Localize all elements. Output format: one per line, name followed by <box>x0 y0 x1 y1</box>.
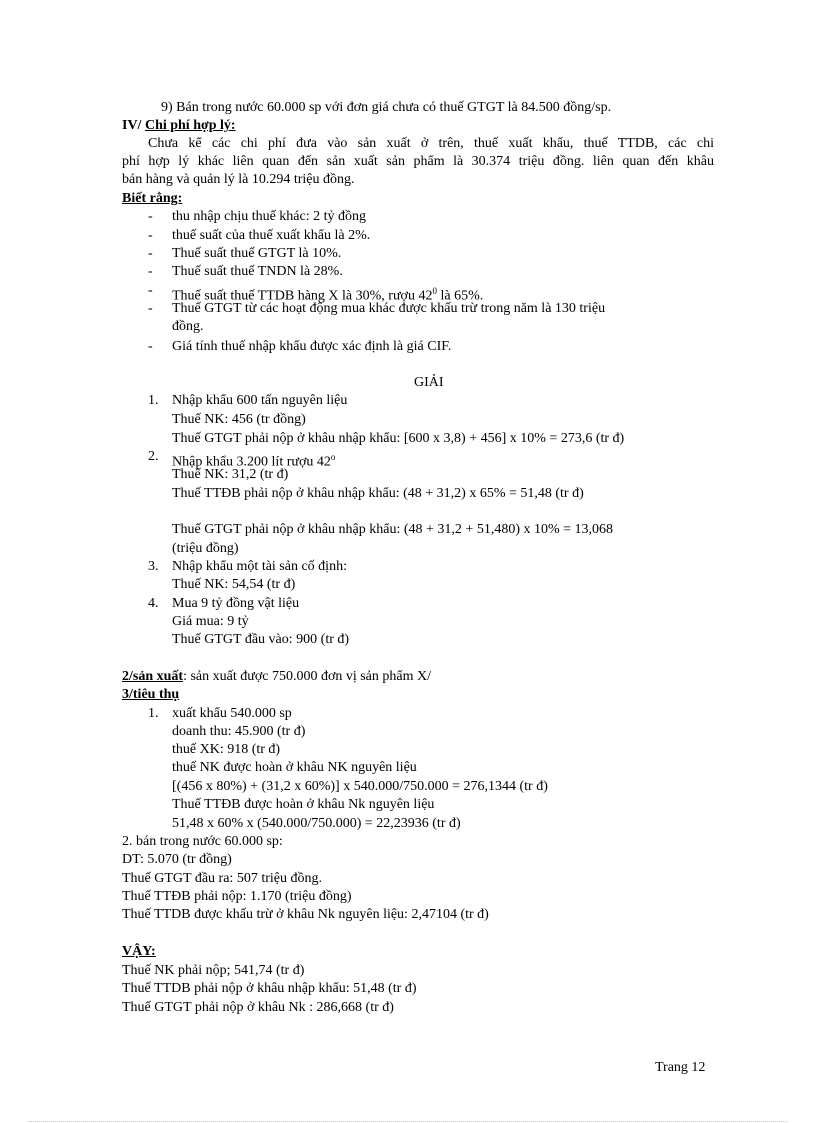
production-text: : sản xuất được 750.000 đơn vị sản phẩm X/ <box>183 669 431 684</box>
known-heading: Biết rằng: <box>122 191 183 206</box>
step-number: 1. <box>148 706 159 721</box>
known-item-tail: là 65%. <box>436 288 484 304</box>
production-label: 2/sản xuất <box>122 669 184 684</box>
bullet: - <box>148 264 153 279</box>
known-item: thu nhập chịu thuế khác: 2 tỷ đồng <box>172 209 367 224</box>
summary-line: Thuế GTGT phải nộp ở khâu Nk : 286,668 (tr đ) <box>122 1000 394 1015</box>
bullet: - <box>148 283 153 298</box>
step-line: Thuế NK: 456 (tr đồng) <box>172 412 306 427</box>
step-title: Nhập khẩu 600 tấn nguyên liệu <box>172 393 348 408</box>
bullet: - <box>148 228 153 243</box>
known-item: Thuế GTGT từ các hoạt động mua khác được khấu trừ trong năm là 130 triệu <box>172 301 606 316</box>
step-line: (triệu đồng) <box>172 541 239 556</box>
domestic-sale-title: 2. bán trong nước 60.000 sp: <box>122 834 283 849</box>
known-item: Giá tính thuế nhập khẩu được xác định là giá CIF. <box>172 339 452 354</box>
step-line: Thuế GTGT phải nộp ở khâu nhập khẩu: (48 + 31,2 + 51,480) x 10% = 13,068 <box>172 522 614 537</box>
step-line: [(456 x 80%) + (31,2 x 60%)] x 540.000/750.000 = 276,1344 (tr đ) <box>172 779 548 794</box>
summary-line: Thuế TTDB phải nộp ở khâu nhập khẩu: 51,48 (tr đ) <box>122 981 417 996</box>
domestic-sale-line: DT: 5.070 (tr đồng) <box>122 852 232 867</box>
step-title-text: Nhập khẩu 3.200 lít rượu 42 <box>172 454 331 470</box>
known-item: thuế suất của thuế xuất khẩu là 2%. <box>172 228 371 243</box>
summary-heading: VẬY: <box>122 944 156 959</box>
production-line <box>122 668 431 686</box>
bullet: - <box>148 339 153 354</box>
item-9: 9) Bán trong nước 60.000 sp với đơn giá chưa có thuế GTGT là 84.500 đồng/sp. <box>161 100 612 115</box>
heading-title: Chi phí hợp lý: <box>144 118 236 133</box>
bullet: - <box>148 301 153 316</box>
step-line: Thuế TTĐB phải nộp ở khâu nhập khẩu: (48 + 31,2) x 65% = 51,48 (tr đ) <box>172 486 584 501</box>
domestic-sale-line: Thuế TTĐB phải nộp: 1.170 (triệu đồng) <box>122 889 352 904</box>
step-line: thuế NK được hoàn ở khâu NK nguyên liệu <box>172 760 417 775</box>
section-heading-iv <box>122 117 236 135</box>
known-item: Thuế suất thuế GTGT là 10%. <box>172 246 342 261</box>
degree-sup: 0 <box>432 286 437 296</box>
step-number: 2. <box>148 449 159 464</box>
step-title: xuất khẩu 540.000 sp <box>172 706 292 721</box>
summary-line: Thuế NK phải nộp; 541,74 (tr đ) <box>122 963 305 978</box>
known-item-cont: đồng. <box>172 319 204 334</box>
paragraph-line: phí hợp lý khác liên quan đến sản xuất sản phẩm là 30.374 triệu đồng. liên quan đến khâu <box>122 154 714 169</box>
step-line: Giá mua: 9 tỷ <box>172 614 249 629</box>
step-line: doanh thu: 45.900 (tr đ) <box>172 724 306 739</box>
known-item-text: Thuế suất thuế TTDB hàng X là 30%, rượu 42 <box>172 288 433 304</box>
step-line: 51,48 x 60% x (540.000/750.000) = 22,23936 (tr đ) <box>172 816 461 831</box>
step-number: 1. <box>148 393 159 408</box>
paragraph-line: Chưa kể các chi phí đưa vào sản xuất ở trên, thuế xuất khẩu, thuế TTDB, các chi <box>148 136 714 151</box>
step-line: Thuế GTGT phải nộp ở khâu nhập khẩu: [600 x 3,8) + 456] x 10% = 273,6 (tr đ) <box>172 431 625 446</box>
domestic-sale-line: Thuế TTDB được khấu trừ ở khâu Nk nguyên liệu: 2,47104 (tr đ) <box>122 907 489 922</box>
step-number: 3. <box>148 559 159 574</box>
bullet: - <box>148 209 153 224</box>
known-item: Thuế suất thuế TNDN là 28%. <box>172 264 343 279</box>
step-title: Mua 9 tỷ đồng vật liệu <box>172 596 300 611</box>
step-title: Nhập khẩu một tài sản cố định: <box>172 559 347 574</box>
page-number: Trang 12 <box>655 1060 706 1075</box>
bullet: - <box>148 246 153 261</box>
step-line: thuế XK: 918 (tr đ) <box>172 742 281 757</box>
step-line: Thuế TTĐB được hoàn ở khâu Nk nguyên liệu <box>172 797 435 812</box>
degree-sup: o <box>330 452 336 462</box>
step-line: Thuế NK: 54,54 (tr đ) <box>172 577 296 592</box>
paragraph-line: bán hàng và quản lý là 10.294 triệu đồng. <box>122 172 355 187</box>
consumption-heading: 3/tiêu thụ <box>122 687 180 702</box>
step-number: 4. <box>148 596 159 611</box>
step-line: Thuế GTGT đầu vào: 900 (tr đ) <box>172 632 350 647</box>
step-line: Thuế NK: 31,2 (tr đ) <box>172 467 289 482</box>
heading-prefix: IV/ <box>122 118 145 133</box>
domestic-sale-line: Thuế GTGT đầu ra: 507 triệu đồng. <box>122 871 322 886</box>
footer-divider <box>28 1121 788 1122</box>
solution-title: GIẢI <box>414 375 444 390</box>
